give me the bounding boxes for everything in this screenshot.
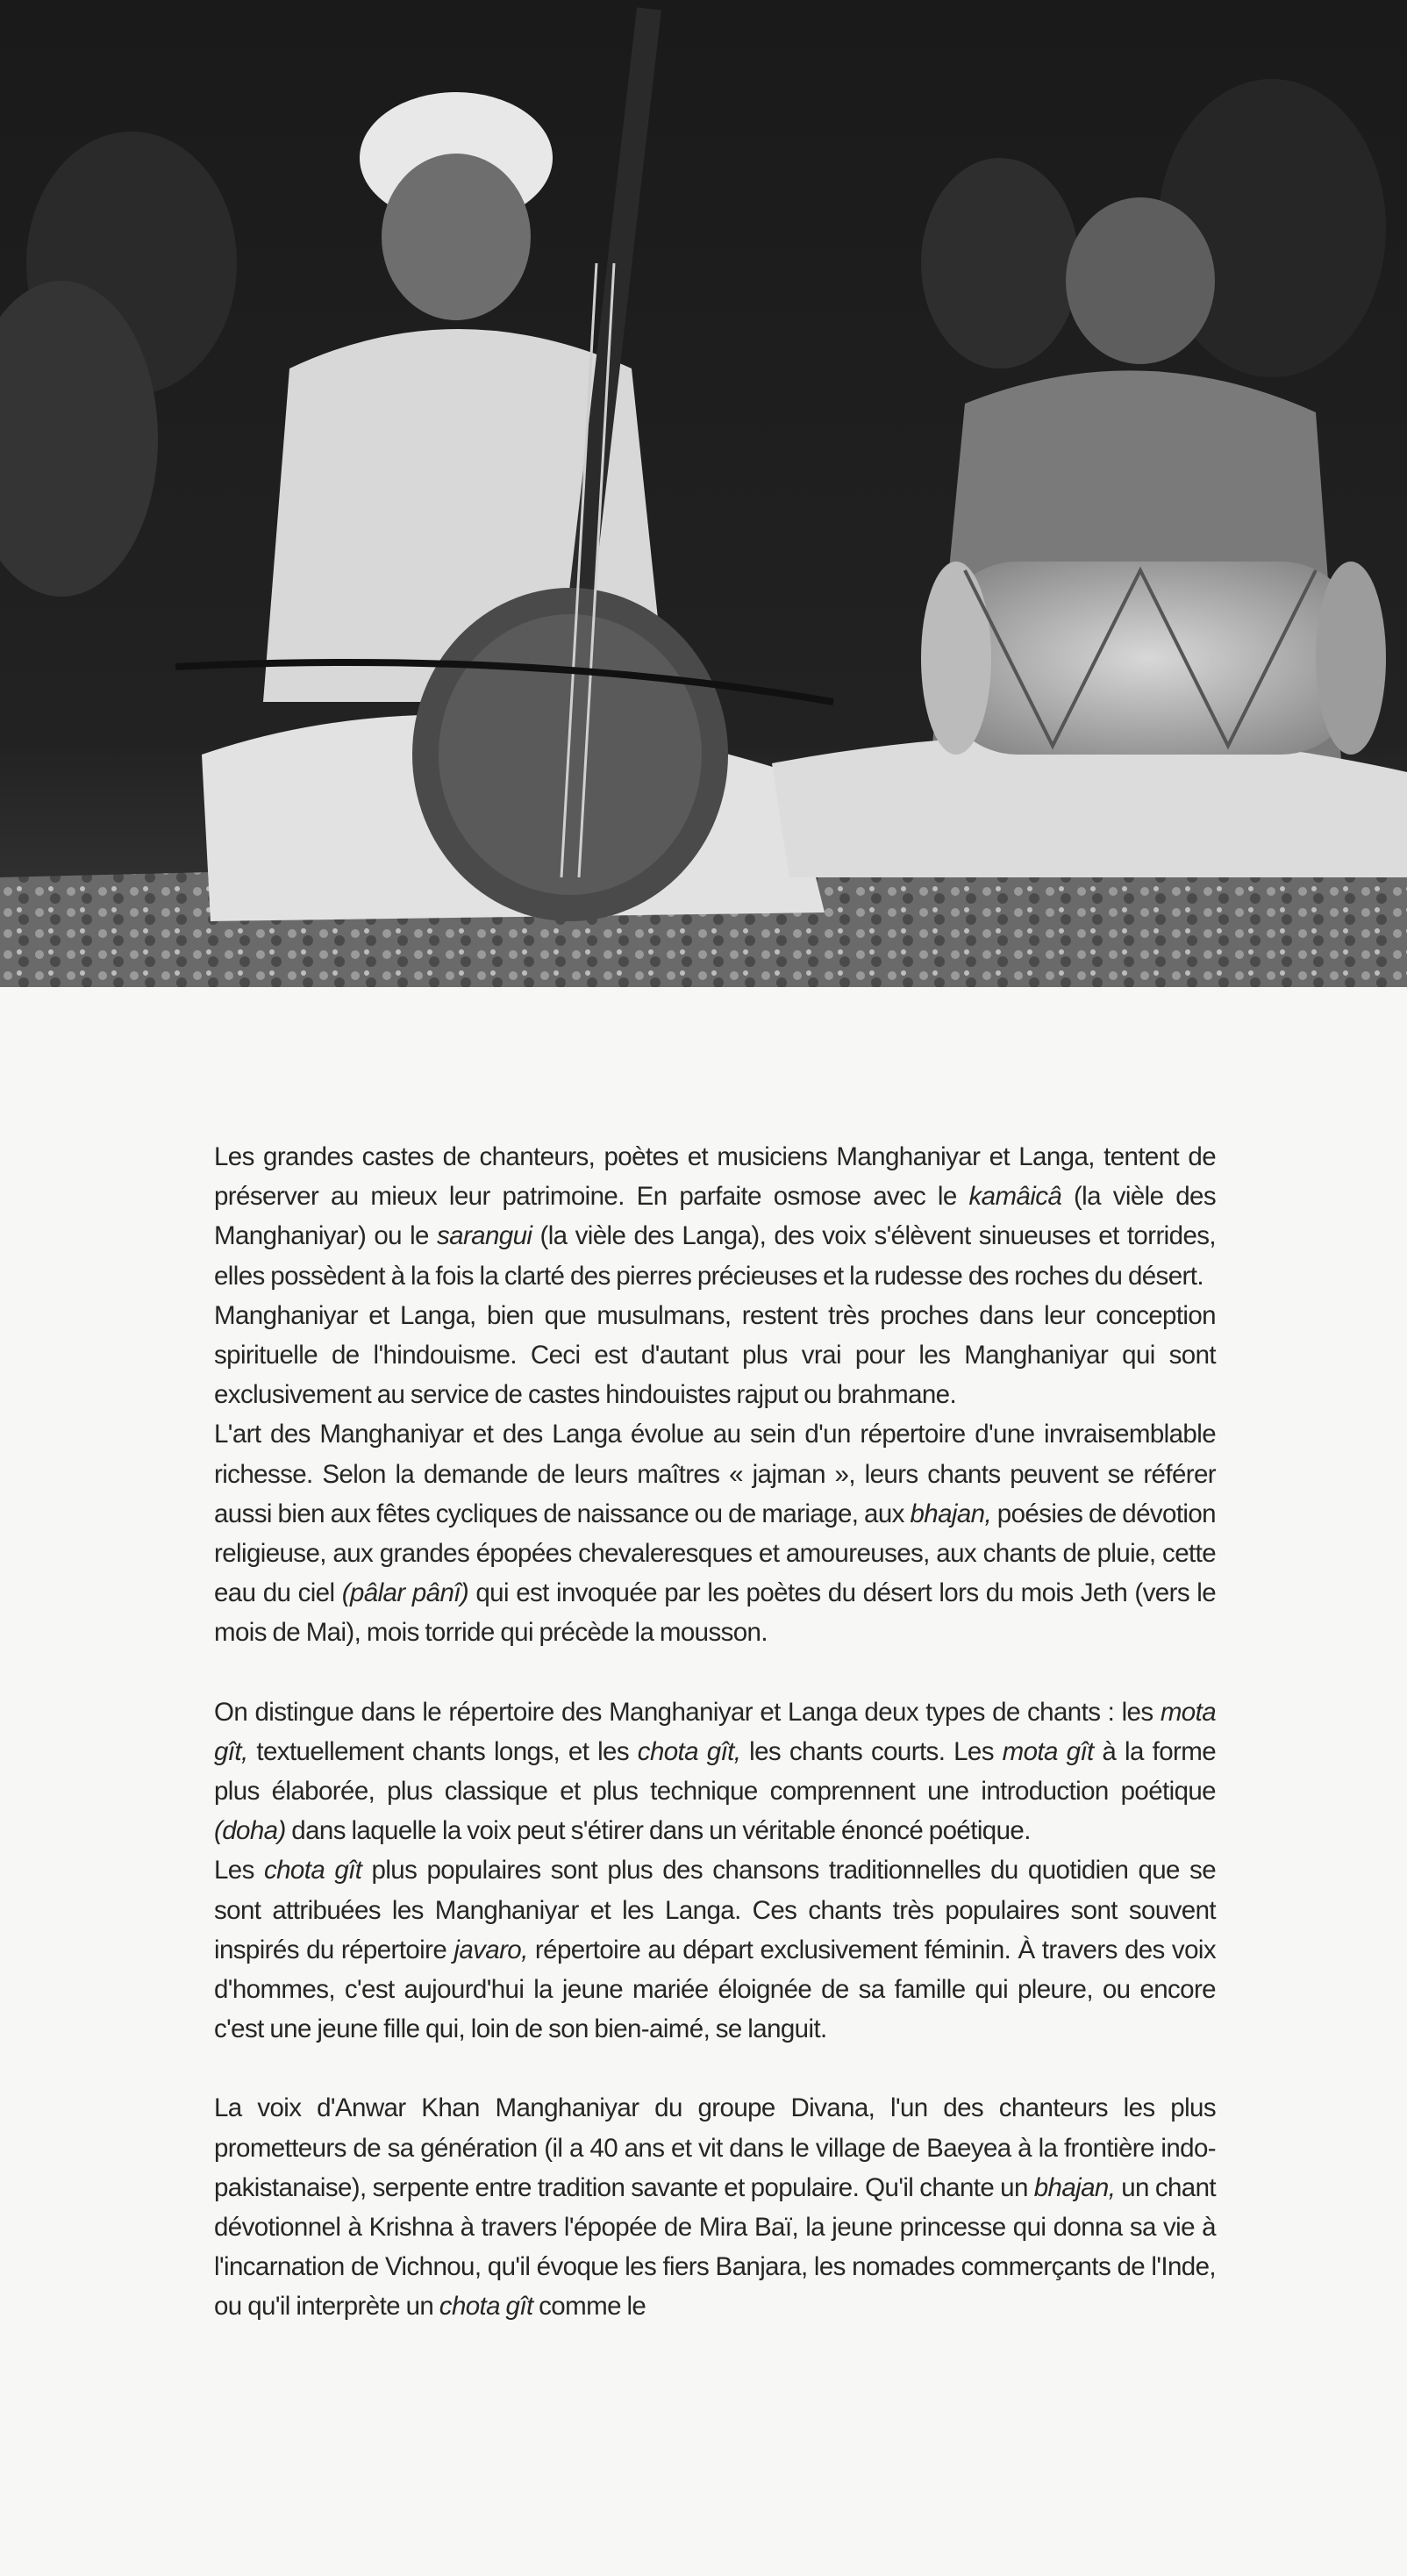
italic-term: chota gît: [439, 2292, 533, 2322]
text-run: qui est invoquée par les poètes du désert lors du mois Jeth (vers le mois de Mai), mois torride qui précède la mousson.: [214, 1578, 1217, 1648]
text-run: Manghaniyar et Langa, bien que musulmans, restent très proches dans leur conception spirituelle de l'hindouisme. Ceci est d'autant plus vrai pour les Manghaniyar qui sont exclusivement au service de castes hindouistes rajput ou brahmane.: [214, 1300, 1216, 1410]
paragraph-p5: [214, 1850, 1216, 2049]
italic-term: mota gît: [1002, 1736, 1094, 1766]
article-body: [214, 1137, 1216, 2327]
text-run: plus populaires sont plus des chansons traditionnelles du quotidien que se sont attribuées les Manghaniyar et les Langa. Ces chants très populaires sont souvent inspirés du répertoire: [214, 1856, 1217, 1964]
text-run: répertoire au départ exclusivement féminin. À travers des voix d'hommes, c'est aujourd'hui la jeune mariée éloignée de sa famille qui pleure, ou encore c'est une jeune fille qui, loin de son bien-aimé, se languit.: [214, 1935, 1216, 2044]
text-run: (la vièle des Manghaniyar) ou le: [214, 1182, 1216, 1251]
text-run: La voix d'Anwar Khan Manghaniyar du groupe Divana, l'un des chanteurs les plus prometteurs de sa génération (il a 40 ans et vit dans le village de Baeyea à la frontière indo-pakistanaise), serpente entre tradition savante et populaire. Qu'il chante un: [214, 2093, 1216, 2202]
italic-term: (doha): [214, 1816, 286, 1846]
text-run: On distingue dans le répertoire des Manghaniyar et Langa deux types de chants : les: [214, 1697, 1161, 1727]
paragraph-p4: [214, 1692, 1216, 1851]
italic-term: bhajan,: [1033, 2172, 1116, 2202]
italic-term: (pâlar pânî): [341, 1578, 469, 1608]
italic-term: sarangui: [436, 1221, 532, 1251]
text-run: les chants courts. Les: [740, 1736, 1003, 1766]
italic-term: javaro,: [454, 1935, 528, 1964]
italic-term: chota gît,: [637, 1736, 741, 1766]
text-run: comme le: [532, 2292, 646, 2322]
paragraph-p2: [214, 1296, 1216, 1415]
text-run: un chant dévotionnel à Krishna à travers l'épopée de Mira Baï, la jeune princesse qui donna sa vie à l'incarnation de Vichnou, qu'il évoque les fiers Banjara, les nomades commerçants de l'Inde, ou qu'il interprète un: [214, 2172, 1216, 2322]
text-run: L'art des Manghaniyar et des Langa évolue au sein d'un répertoire d'une invraisemblable richesse. Selon la demande de leurs maîtres « jajman », leurs chants peuvent se référer aussi bien aux fêtes cycliques de naissance ou de mariage, aux: [214, 1420, 1216, 1528]
italic-term: chota gît: [263, 1856, 362, 1885]
text-run: dans laquelle la voix peut s'étirer dans un véritable énoncé poétique.: [285, 1816, 1031, 1846]
italic-term: bhajan,: [910, 1499, 992, 1528]
paragraph-p6: [214, 2088, 1216, 2326]
text-run: à la forme plus élaborée, plus classique et plus technique comprennent une introduction poétique: [214, 1736, 1216, 1807]
italic-term: kamâicâ: [968, 1182, 1062, 1212]
musicians-photo: [0, 0, 1407, 987]
text-run: Les: [214, 1856, 264, 1885]
text-run: poésies de dévotion religieuse, aux grandes épopées chevaleresques et amoureuses, aux chants de pluie, cette eau du ciel: [214, 1499, 1216, 1608]
paragraph-p1: [214, 1137, 1216, 1296]
text-run: textuellement chants longs, et les: [247, 1736, 638, 1766]
text-run: Les grandes castes de chanteurs, poètes et musiciens Manghaniyar et Langa, tentent de préserver au mieux leur patrimoine. En parfaite osmose avec le: [214, 1142, 1216, 1212]
italic-term: mota gît,: [214, 1697, 1216, 1766]
paragraph-p3: [214, 1414, 1216, 1652]
musicians-photo-icon: [0, 0, 1407, 987]
text-run: (la vièle des Langa), des voix s'élèvent sinueuses et torrides, elles possèdent à la fois la clarté des pierres précieuses et la rudesse des roches du désert.: [214, 1221, 1216, 1291]
